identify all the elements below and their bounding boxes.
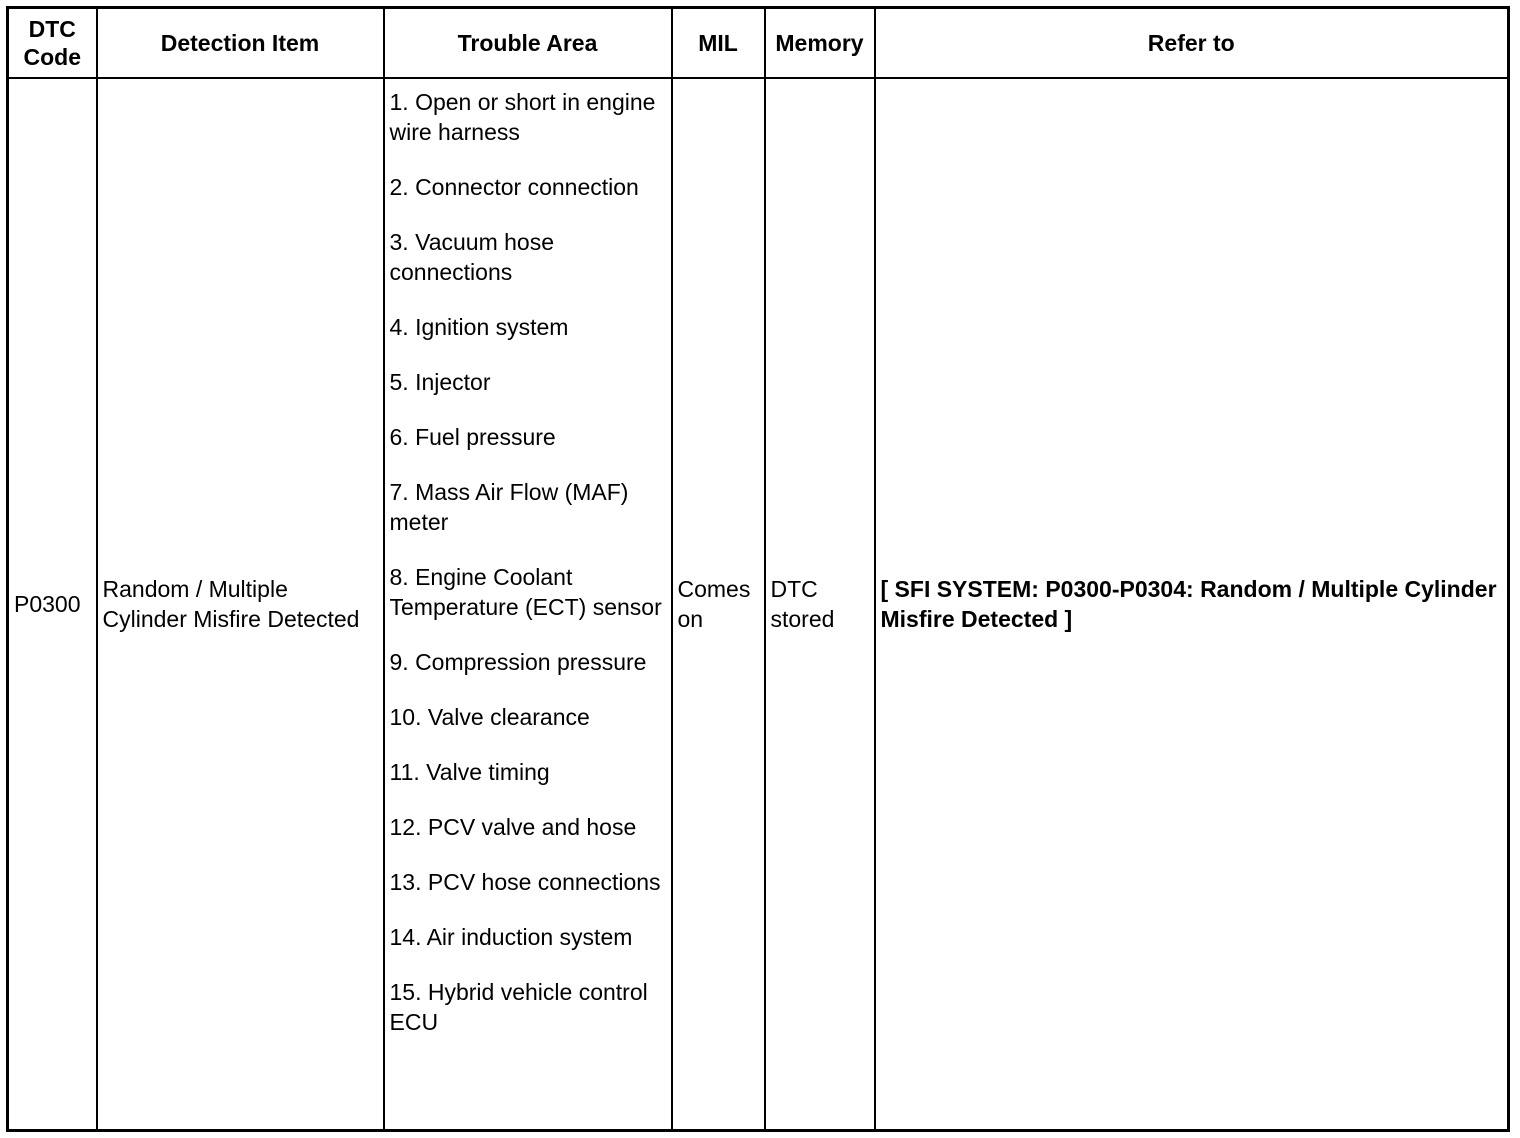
trouble-area-item: 5. Injector [389,369,491,395]
header-memory: Memory [765,8,875,79]
header-refer-to: Refer to [875,8,1509,79]
trouble-area-item: 11. Valve timing [389,759,550,785]
refer-to-cell [875,78,1509,1131]
trouble-area-cell [384,78,672,1131]
trouble-area-item: 15. Hybrid vehicle control ECU [389,979,648,1035]
detection-item-cell: Random / Multiple Cylinder Misfire Detected [97,78,384,1131]
header-row [8,8,1509,79]
trouble-area-item: 6. Fuel pressure [389,424,556,450]
header-trouble-area: Trouble Area [384,8,672,79]
refer-to-link[interactable]: [ SFI SYSTEM: P0300-P0304: Random / Multiple Cylinder Misfire Detected ] [880,576,1497,632]
trouble-area-item: 2. Connector connection [389,174,639,200]
mil-cell: Comes on [672,78,765,1131]
trouble-area-item: 14. Air induction system [389,924,633,950]
trouble-area-item: 12. PCV valve and hose [389,814,637,840]
trouble-area-item: 8. Engine Coolant Temperature (ECT) sensor [389,564,662,620]
trouble-area-item: 9. Compression pressure [389,649,647,675]
header-detection-item: Detection Item [97,8,384,79]
memory-cell: DTC stored [765,78,875,1131]
header-mil: MIL [672,8,765,79]
dtc-table [6,6,1510,1132]
header-dtc-code: DTC Code [8,8,97,79]
trouble-area-item: 1. Open or short in engine wire harness [389,89,656,145]
trouble-area-item: 3. Vacuum hose connections [389,229,555,285]
trouble-area-item: 10. Valve clearance [389,704,590,730]
trouble-area-item: 7. Mass Air Flow (MAF) meter [389,479,629,535]
trouble-area-item: 13. PCV hose connections [389,869,661,895]
table-row [8,78,1509,1131]
dtc-code-cell: P0300 [8,78,97,1131]
trouble-area-list [390,87,666,1037]
trouble-area-item: 4. Ignition system [389,314,569,340]
